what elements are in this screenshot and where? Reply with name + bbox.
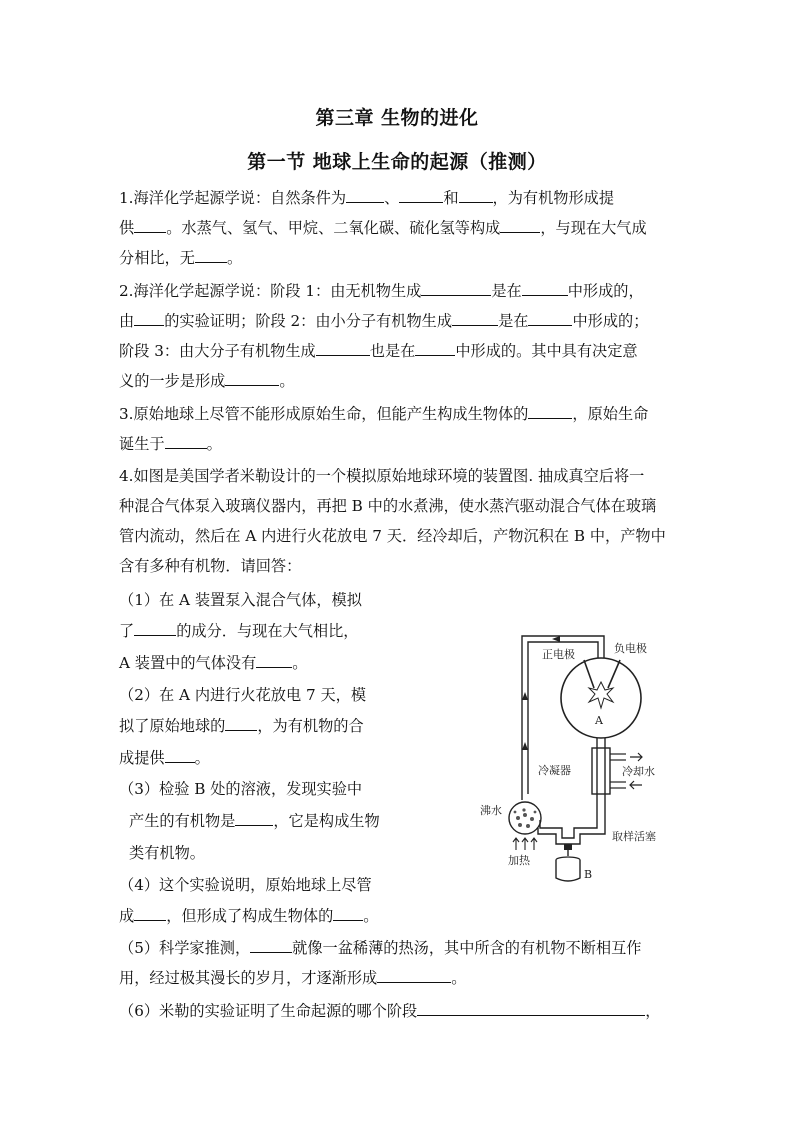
- q4-sub5-line-2: [119, 968, 466, 988]
- text: 阶段 3：由大分子有机物生成: [119, 342, 316, 360]
- text: 了: [119, 622, 135, 640]
- text: 就像一盆稀薄的热汤，其中所含的有机物不断相互作: [292, 939, 642, 957]
- answer-blank[interactable]: [134, 621, 176, 636]
- flow-arrow-icon: [522, 692, 528, 700]
- text: 1.海洋化学起源学说：自然条件为: [119, 189, 347, 207]
- answer-blank[interactable]: [256, 653, 292, 668]
- text: 由: [119, 312, 135, 330]
- answer-blank[interactable]: [165, 748, 195, 763]
- text: ，为有机物形成提: [492, 189, 614, 207]
- q2-line-4: [119, 371, 295, 391]
- answer-blank[interactable]: [195, 248, 227, 263]
- text: 。: [226, 249, 243, 267]
- flow-arrow-icon: [522, 742, 528, 750]
- q3-line-1: [119, 404, 648, 424]
- glass-tube: [538, 818, 605, 844]
- answer-blank[interactable]: [134, 311, 164, 326]
- q4-line-4: 含有多种有机物．请回答：: [119, 557, 302, 575]
- q4-sub3-line-2: [129, 811, 380, 831]
- q4-sub4-line-2: [119, 906, 378, 926]
- answer-blank[interactable]: [415, 341, 455, 356]
- answer-blank[interactable]: [528, 311, 572, 326]
- text: （6）米勒的实验证明了生命起源的哪个阶段: [119, 1002, 418, 1020]
- answer-blank[interactable]: [522, 281, 568, 296]
- q2-line-3: [119, 341, 638, 361]
- text: ，原始生命: [572, 405, 649, 423]
- text: 是在: [491, 282, 522, 300]
- q4-sub3-line-1: （3）检验 B 处的溶液，发现实验中: [119, 780, 363, 798]
- answer-blank[interactable]: [165, 434, 207, 449]
- q1-line-3: [119, 248, 242, 268]
- text: 是在: [498, 312, 529, 330]
- boiling-flask: [509, 802, 541, 834]
- answer-blank[interactable]: [225, 371, 279, 386]
- q4-line-1: 4.如图是美国学者米勒设计的一个模拟原始地球环境的装置图. 抽成真空后将一: [119, 467, 645, 485]
- heat-arrow-icon: [522, 838, 528, 850]
- text: 。: [292, 654, 308, 672]
- text: 。: [279, 372, 295, 390]
- label-positive-electrode: 正电极: [542, 648, 575, 661]
- text: 。水蒸气、氢气、甲烷、二氧化碳、硫化氢等构成: [166, 219, 501, 237]
- q1-line-1: [119, 188, 614, 208]
- text: ，: [645, 1002, 661, 1020]
- answer-blank[interactable]: [399, 188, 443, 203]
- q4-sub2-line-1: （2）在 A 内进行火花放电 7 天，模: [119, 686, 367, 704]
- text: 。: [194, 749, 210, 767]
- answer-blank[interactable]: [452, 311, 498, 326]
- answer-blank[interactable]: [421, 281, 491, 296]
- section-title: 第一节 地球上生命的起源（推测）: [247, 151, 547, 173]
- text: 。: [363, 907, 379, 925]
- text: 用，经过极其漫长的岁月，才逐渐形成: [119, 969, 378, 987]
- q3-line-2: [119, 434, 222, 454]
- q4-sub2-line-3: [119, 748, 210, 768]
- text: 。: [206, 435, 222, 453]
- q4-line-3: 管内流动，然后在 A 内进行火花放电 7 天．经冷却后，产物沉积在 B 中，产物中: [119, 527, 666, 545]
- text: 产生的有机物是: [129, 812, 236, 830]
- condenser: [592, 748, 610, 794]
- text: 供: [119, 219, 135, 237]
- collection-vessel-b: [556, 860, 580, 881]
- text: 也是在: [369, 342, 416, 360]
- q2-line-1: [119, 281, 644, 301]
- answer-blank[interactable]: [346, 188, 384, 203]
- q4-sub1-line-3: [119, 653, 307, 673]
- label-negative-electrode: 负电极: [614, 642, 647, 655]
- q4-sub2-line-2: [119, 716, 364, 736]
- text: 成: [119, 907, 135, 925]
- glass-tube: [540, 820, 597, 838]
- q2-line-2: [119, 311, 648, 331]
- text: 的实验证明；阶段 2：由小分子有机物生成: [164, 312, 453, 330]
- text: 。: [451, 969, 467, 987]
- sampling-valve: [564, 844, 572, 850]
- text: 3.原始地球上尽管不能形成原始生命，但能产生构成生物体的: [119, 405, 529, 423]
- text: 义的一步是形成: [119, 372, 226, 390]
- text: A 装置中的气体没有: [119, 654, 257, 672]
- text: 中形成的；: [572, 312, 649, 330]
- answer-blank[interactable]: [377, 968, 451, 983]
- answer-blank[interactable]: [134, 906, 166, 921]
- label-sampling-valve: 取样活塞: [612, 830, 656, 843]
- flow-arrow-icon: [552, 636, 560, 642]
- heat-arrow-icon: [531, 838, 537, 850]
- answer-blank[interactable]: [316, 341, 370, 356]
- text: 和: [443, 189, 459, 207]
- q4-sub1-line-2: [119, 621, 358, 641]
- q1-line-2: [119, 218, 647, 238]
- answer-blank[interactable]: [459, 188, 493, 203]
- text: 拟了原始地球的: [119, 717, 226, 735]
- q4-sub4-line-1: （4）这个实验说明，原始地球上尽管: [119, 876, 372, 894]
- text: ，为有机物的合: [257, 717, 364, 735]
- label-boiling-water: 沸水: [480, 804, 502, 817]
- label-heating: 加热: [508, 854, 530, 867]
- arrow-icon: [630, 753, 642, 761]
- answer-blank[interactable]: [417, 1001, 645, 1016]
- answer-blank[interactable]: [250, 938, 292, 953]
- text: ，它是构成生物: [273, 812, 380, 830]
- answer-blank[interactable]: [235, 811, 273, 826]
- text: 的成分．与现在大气相比，: [176, 622, 359, 640]
- label-condenser: 冷凝器: [538, 764, 571, 777]
- q4-sub5-line-1: [119, 938, 641, 958]
- text: 中形成的。其中具有决定意: [455, 342, 638, 360]
- answer-blank[interactable]: [333, 906, 363, 921]
- miller-apparatus-diagram: [470, 622, 690, 892]
- label-a: A: [595, 714, 603, 727]
- label-b: B: [584, 868, 593, 881]
- text: 中形成的，: [567, 282, 644, 300]
- text: 2.海洋化学起源学说：阶段 1：由无机物生成: [119, 282, 422, 300]
- label-cooling-water: 冷却水: [622, 765, 655, 778]
- answer-blank[interactable]: [528, 404, 572, 419]
- text: ，但形成了构成生物体的: [166, 907, 334, 925]
- text: （5）科学家推测，: [119, 939, 251, 957]
- answer-blank[interactable]: [500, 218, 540, 233]
- arrow-icon: [630, 781, 642, 789]
- q4-sub6-line-1: [119, 1001, 660, 1021]
- q4-sub1-line-1: （1）在 A 装置泵入混合气体，模拟: [119, 591, 362, 609]
- q4-line-2: 种混合气体泵入玻璃仪器内，再把 B 中的水煮沸，使水蒸汽驱动混合气体在玻璃: [119, 497, 657, 515]
- answer-blank[interactable]: [134, 218, 166, 233]
- text: 、: [384, 189, 400, 207]
- text: ，与现在大气成: [540, 219, 647, 237]
- text: 分相比，无: [119, 249, 195, 267]
- text: 诞生于: [119, 435, 165, 453]
- q4-sub3-line-3: 类有机物。: [129, 844, 205, 862]
- chapter-title: 第三章 生物的进化: [315, 107, 479, 129]
- text: 成提供: [119, 749, 165, 767]
- heat-arrow-icon: [513, 838, 519, 850]
- answer-blank[interactable]: [225, 716, 257, 731]
